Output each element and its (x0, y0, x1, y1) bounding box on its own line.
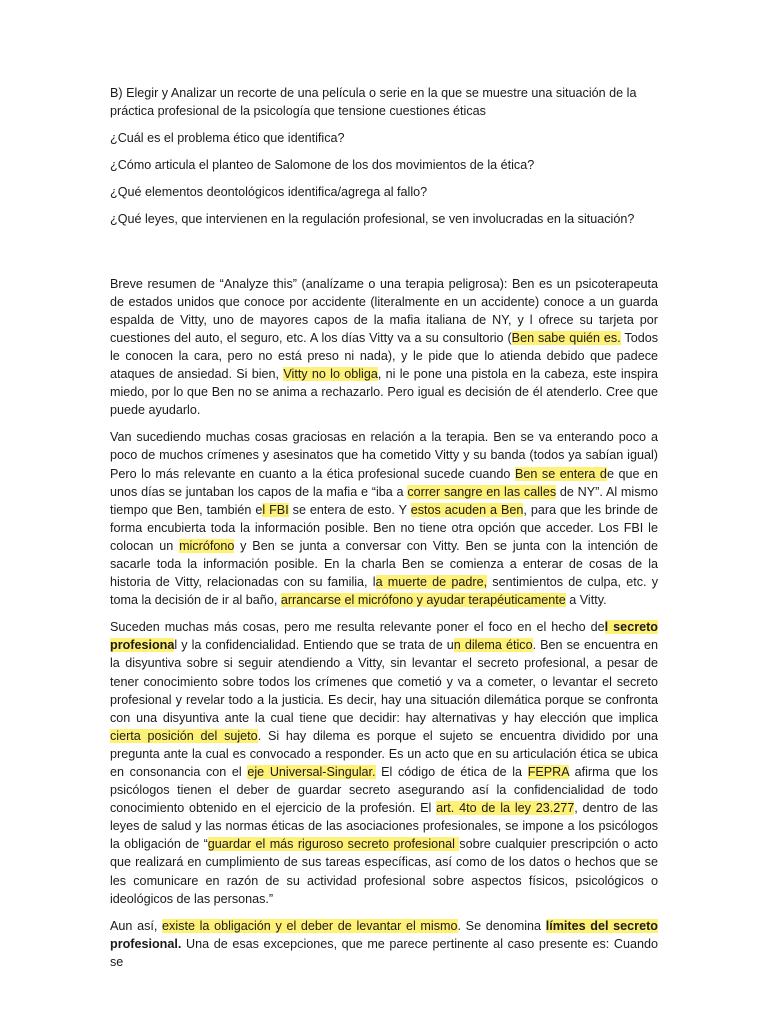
text-run: Van sucediendo muchas cosas graciosas en relación a la terapia. Ben se va enterando poco a poco de muchos crímenes y asesinatos que ha cometido Vitty y su banda (todos ya sabían igual) Pero lo más relevante en cuanto a la ética profesional sucede cuando (110, 430, 658, 481)
highlight: correr sangre en las calles (407, 484, 557, 499)
text-run: , dentro de las leyes de salud y las normas éticas de las asociaciones profesionales, se impone a los psicólogos la obligación de “ (110, 801, 658, 852)
document-page (110, 84, 658, 980)
question-3: ¿Qué elementos deontológicos identifica/agrega al fallo? (110, 185, 428, 200)
assignment-intro: B) Elegir y Analizar un recorte de una película o serie en la que se muestre una situación de la práctica profesional de la psicología que tensione cuestiones éticas (110, 86, 637, 119)
highlight: guardar el más riguroso secreto profesional (207, 837, 460, 852)
text-run: . Se denomina (457, 918, 546, 933)
question-2: ¿Cómo articula el planteo de Salomone de los dos movimientos de la ética? (110, 158, 535, 173)
text-run: El código de ética de la (375, 765, 528, 779)
highlight: l FBI (262, 502, 289, 517)
highlight: existe la obligación y el deber de levantar el mismo (162, 918, 458, 933)
paragraph-summary (110, 275, 658, 420)
spacer (110, 238, 658, 275)
text-run: e que en unos días se juntaban los capos de la mafia e “iba a (110, 466, 658, 499)
highlight: a muerte de padre, (375, 575, 488, 590)
text-run: sobre cualquier prescripción o acto que realizará en cumplimiento de sus tareas específicas, así como de los datos o hechos que se les comunicare en razón de su actividad profesional sobre aspectos físicos, psicológicos o ideológicos de las personas.” (110, 837, 659, 906)
text-run: afirma que los psicólogos tienen el deber de guardar secreto asegurando así la confidencialidad de todo conocimiento obtenido en el ejercicio de la profesión. El (110, 765, 658, 816)
text-run: Breve resumen de “Analyze this” (analízame o una terapia peligrosa): Ben es un psicoterapeuta de estados unidos que conoce por accidente (literalmente en un accidente) conoce a un guarda espalda de Vitty, uno de mayores capos de la mafia italiana de NY, y l ofrece su tarjeta por cuestiones del auto, el seguro, etc. A los días Vitty va a su consultorio ( (110, 276, 658, 345)
highlight: Ben se entera d (514, 466, 607, 481)
highlight-bold: límites del secreto (545, 918, 658, 933)
highlight: estos acuden a Ben (410, 502, 524, 517)
text-run: Suceden muchas más cosas, pero me resulta relevante poner el foco en el hecho de (110, 620, 605, 635)
text-run: Una de esas excepciones, que me parece pertinente al caso presente es: Cuando se (110, 936, 658, 969)
highlight: arrancarse el micrófono y ayudar terapéuticamente (280, 593, 566, 608)
highlight: eje Universal-Singular. (247, 765, 376, 779)
highlight: Vitty no lo obliga (283, 367, 378, 382)
question-4: ¿Qué leyes, que intervienen en la regulación profesional, se ven involucradas en la situación? (110, 212, 635, 227)
text-run: Aun así, (110, 918, 163, 933)
paragraph-limits (110, 917, 658, 971)
highlight: cierta posición del sujeto (110, 728, 258, 743)
bold-text: profesional. (110, 936, 182, 951)
text-run: sentimientos de culpa, etc. y toma la decisión de ir al baño, (110, 575, 659, 608)
question-1: ¿Cuál es el problema ético que identifica? (110, 131, 345, 146)
text-run: Todos le conocen la cara, pero no está preso ni nada), y le pide que lo atienda debido que padece ataques de ansiedad. Si bien, (110, 330, 658, 382)
text-run: , para que les brinde de forma encubierta toda la información posible. Ben no tiene otra opción que acceder. Los FBI le colocan un (110, 502, 659, 553)
text-run: a Vitty. (565, 593, 607, 608)
text-run: , ni le pone una pistola en la cabeza, este inspira miedo, por lo que Ben no se anima a rechazarlo. Pero igual es decisión de él atenderlo. Cree que puede ayudarlo. (110, 367, 658, 418)
highlight: art. 4to de la ley 23.277 (436, 801, 575, 816)
text-run: y Ben se junta a conversar con Vitty. Ben se junta con la intención de sacarle toda la información posible. En la charla Ben se comienza a enterar de cosas de la historia de Vitty, relacionadas con su familia, l (110, 538, 658, 590)
text-run: l y la confidencialidad. Entiendo que se trata de u (174, 638, 454, 653)
paragraph-analysis (110, 618, 658, 908)
paragraph-events (110, 428, 658, 609)
text-run: . Si hay dilema es porque el sujeto se encuentra dividido por una pregunta ante la cual es convocado a responder. Es un acto que en su articulación ética se ubica en consonancia con el (110, 728, 658, 779)
highlight: n dilema ético (453, 638, 533, 653)
highlight: Ben sabe quién es. (511, 330, 621, 345)
text-run: . Ben se encuentra en la disyuntiva sobre si seguir atendiendo a Vitty, sin levantar el secreto profesional, a pesar de tener conocimiento sobre todos los crímenes que cometió y va a cometer, o levantar el secreto profesional y revelar todo a la justicia. Es decir, hay una situación dilemática porque se confronta con una disyuntiva ante la cual tiene que decidir: hay alternativas y hay elección que implica (110, 638, 659, 725)
highlight-bold: l secreto profesiona (110, 620, 658, 653)
highlight: FEPRA (527, 765, 569, 779)
highlight: micrófono (179, 538, 235, 553)
text-run: de NY”. Al mismo tiempo que Ben, también e (110, 484, 658, 517)
text-run: se entera de esto. Y (288, 502, 411, 517)
